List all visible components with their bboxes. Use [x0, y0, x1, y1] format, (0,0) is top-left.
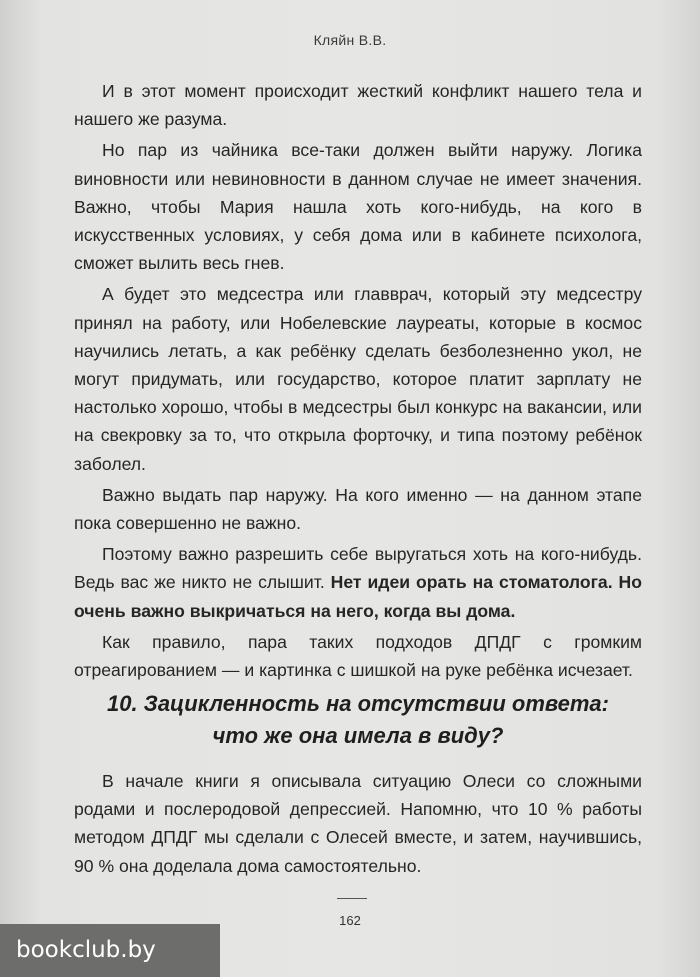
paragraph — [74, 540, 642, 625]
paragraph-text: Поэтому важно разрешить себе выругаться хоть на кого-нибудь. Ведь вас же никто не слышит. — [74, 544, 642, 593]
paragraph: И в этот момент происходит жесткий конфликт нашего тела и нашего же разума. — [74, 81, 642, 130]
bold-emphasis: Нет идеи орать на стоматолога. Но очень важно выкричаться на него, когда вы дома. — [74, 572, 642, 621]
footer-rule — [337, 898, 367, 899]
paragraph: Но пар из чайника все-таки должен выйти наружу. Логика виновности или невиновности в данном случае не имеет значения. Важно, чтобы Мария нашла хоть кого-нибудь, на кого в искусственных условиях, у себя дома или в кабинете психолога, сможет вылить весь гнев. — [74, 140, 642, 274]
section-heading-line: 10. Зацикленность на отсутствии ответа: — [106, 691, 609, 716]
paragraph: В начале книги я описывала ситуацию Олеси со сложными родами и послеродовой депрессией. Напомню, что 10 % работы методом ДПДГ мы сделали с Олесей вместе, и затем, научившись, 90 % она доделала дома самостоятельно. — [74, 771, 642, 876]
page-number: 162 — [339, 913, 361, 928]
paragraph: Как правило, пара таких подходов ДПДГ с громким отреагированием — и картинка с шишкой на руке ребёнка исчезает. — [74, 631, 642, 681]
section-body-text — [74, 767, 642, 880]
watermark-logo: bookclub.by — [0, 924, 220, 977]
paragraph: А будет это медсестра или главврач, который эту медсестру принял на работу, или Нобелевские лауреаты, которые в космос научились летать, а как ребёнку сделать безболезненно укол, не могут придумать, или государство, которое платит зарплату не настолько хорошо, чтобы в медсестры был конкурс на вакансии, или на свекровку за то, что открыла форточку, и типа поэтому ребёнок заболел. — [74, 284, 642, 474]
section-heading-line: что же она имела в виду? — [212, 723, 504, 748]
body-text — [74, 77, 642, 687]
running-header: Кляйн В.В. — [313, 32, 387, 48]
section-heading — [74, 688, 642, 752]
paragraph: Важно выдать пар наружу. На кого именно — на данном этапе пока совершенно не важно. — [74, 484, 642, 534]
